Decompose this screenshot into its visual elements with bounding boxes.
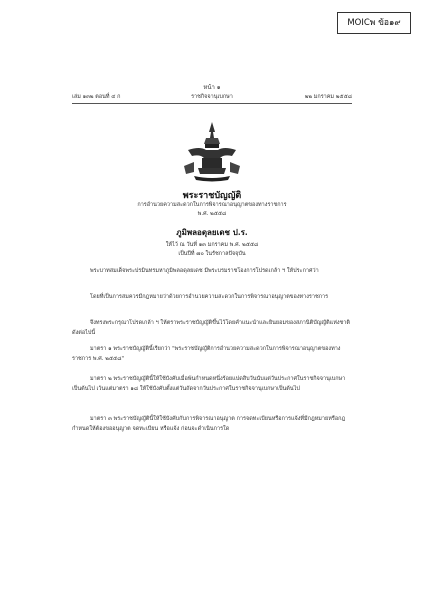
paragraph: พระบาทสมเด็จพระปรมินทรมหาภูมิพลอดุลยเดช มีพระบรมราชโองการโปรดเกล้า ฯ ให้ประกาศว่า xyxy=(90,268,319,274)
king-name: ภูมิพลอดุลยเดช ป.ร. xyxy=(176,227,248,237)
volume-label: เล่ม ๑๓๒ ตอนที่ ๔ ก xyxy=(72,94,121,100)
paragraph: โดยที่เป็นการสมควรมีกฎหมายว่าด้วยการอำนวยความสะดวกในการพิจารณาอนุญาตของทางราชการ xyxy=(90,294,329,300)
document-subtitle: การอำนวยความสะดวกในการพิจารณาอนุญาตของทางราชการ xyxy=(137,202,287,208)
garuda-emblem-icon xyxy=(180,120,244,184)
document-year: พ.ศ. ๒๕๕๘ xyxy=(197,211,227,217)
given-date: ให้ไว้ ณ วันที่ ๑๓ มกราคม พ.ศ. ๒๕๕๘ xyxy=(165,242,259,248)
gazette-name: ราชกิจจานุเบกษา xyxy=(191,94,233,100)
paragraph: มาตรา ๑ พระราชบัญญัตินี้เรียกว่า "พระราชบัญญัติการอำนวยความสะดวกในการพิจารณาอนุญาตของทางราชการ พ.ศ. ๒๕๕๘" xyxy=(72,346,341,362)
reign-year: เป็นปีที่ ๗๐ ในรัชกาลปัจจุบัน xyxy=(178,251,246,257)
header-rule xyxy=(72,103,352,104)
paragraph: มาตรา ๓ พระราชบัญญัตินี้ให้ใช้บังคับกับการพิจารณาอนุญาต การจดทะเบียนหรือการแจ้งที่มีกฎหมายหรือกฎกำหนดให้ต้องขออนุญาต จดทะเบียน หรือแจ้ง ก่อนจะดำเนินการใด xyxy=(72,416,346,432)
section-1 xyxy=(72,344,352,364)
page-number: หน้า ๑ xyxy=(203,84,221,91)
section-3 xyxy=(72,414,352,434)
enactment-clause xyxy=(72,318,352,338)
paragraph: จึงทรงพระกรุณาโปรดเกล้า ฯ ให้ตราพระราชบัญญัติขึ้นไว้โดยคำแนะนำและยินยอมของสภานิติบัญญัติแห่งชาติ ดังต่อไปนี้ xyxy=(72,320,350,336)
preamble-reason xyxy=(72,292,352,302)
document-tag: MOICพ ข้อ๑๙ xyxy=(337,12,411,34)
publish-date: ๒๒ มกราคม ๒๕๕๘ xyxy=(304,94,352,100)
section-2 xyxy=(72,374,352,394)
document-title: พระราชบัญญัติ xyxy=(182,191,242,201)
paragraph: มาตรา ๒ พระราชบัญญัตินี้ให้ใช้บังคับเมื่อพ้นกำหนดหนึ่งร้อยแปดสิบวันนับแต่วันประกาศในราชกิจจานุเบกษาเป็นต้นไป เว้นแต่มาตรา ๑๘ ให้ใช้บังคับตั้งแต่วันถัดจากวันประกาศในราชกิจจานุเบกษาเป็นต้นไป xyxy=(72,376,346,392)
preamble xyxy=(72,266,352,276)
